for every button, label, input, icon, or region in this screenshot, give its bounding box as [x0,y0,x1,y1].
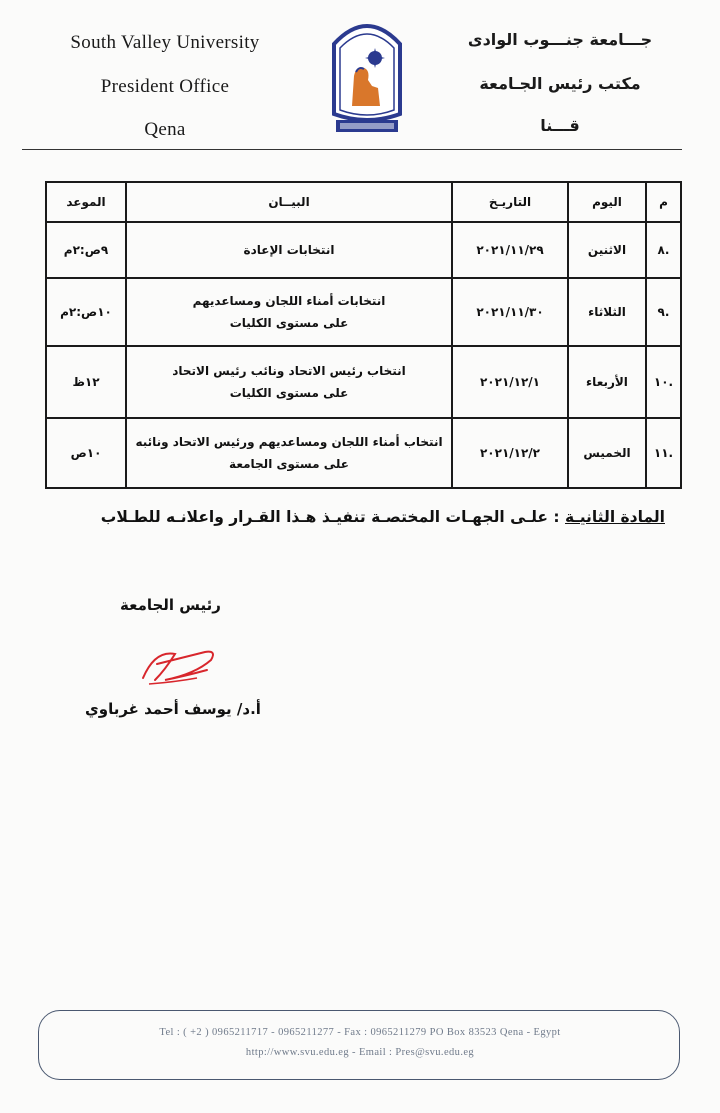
row-number: .١٠ [646,346,681,418]
signature-name: أ.د/ يوسف أحمد غرباوي [85,700,261,718]
row-statement [126,346,452,418]
row-day: الثلاثاء [568,278,646,346]
schedule-table [45,181,682,489]
statement-line: على مستوى الجامعة [229,457,349,471]
row-time: ٩ص:٢م [46,222,126,278]
header-ar-university: جـــامعة جنـــوب الوادى [467,30,653,49]
statement-line: انتخابات الإعادة [243,243,335,257]
row-date: ٢٠٢١/١١/٣٠ [452,278,568,346]
header-day: اليوم [568,182,646,222]
header-divider [22,149,682,150]
row-day: الاثنين [568,222,646,278]
row-day: الخميس [568,418,646,488]
row-number: .٨ [646,222,681,278]
row-time: ١٢ظ [46,346,126,418]
header-date: التاريـخ [452,182,568,222]
row-number: .٩ [646,278,681,346]
footer-box [38,1010,680,1080]
header-number: م [646,182,681,222]
row-statement [126,222,452,278]
row-statement [126,418,452,488]
header-en-university: South Valley University [70,32,260,53]
header-time: الموعد [46,182,126,222]
university-logo [326,14,408,138]
header-ar-office: مكتب رئيس الجـامعة [479,74,641,93]
statement-line: انتخاب رئيس الاتحاد ونائب رئيس الاتحاد [172,364,406,378]
statement-line: انتخاب أمناء اللجان ومساعديهم ورئيس الاتحاد ونائبه [135,435,443,449]
statement-line: انتخابات أمناء اللجان ومساعديهم [192,294,386,308]
row-time: ١٠ص [46,418,126,488]
article-label: المادة الثانيـة [565,508,665,526]
header-en-city: Qena [144,119,186,140]
row-day: الأربعاء [568,346,646,418]
handwritten-signature [135,640,225,690]
table-row [46,222,681,278]
table-row [46,278,681,346]
header-ar-city: قـــنا [540,116,580,135]
row-number: .١١ [646,418,681,488]
footer-contact: Tel : ( +2 ) 0965211717 - 0965211277 - Fax : 0965211279 PO Box 83523 Qena - Egypt [159,1027,561,1038]
header-statement: البيــان [126,182,452,222]
row-statement [126,278,452,346]
row-date: ٢٠٢١/١١/٢٩ [452,222,568,278]
header-en-office: President Office [100,76,230,97]
table-header-row [46,182,681,222]
article-text: : علـى الجهـات المختصـة تنفيـذ هـذا القـرار واعلانـه للطـلاب [100,508,560,526]
row-date: ٢٠٢١/١٢/١ [452,346,568,418]
statement-line: على مستوى الكليات [229,316,349,330]
table-row [46,346,681,418]
row-date: ٢٠٢١/١٢/٢ [452,418,568,488]
row-time: ١٠ص:٢م [46,278,126,346]
table-row [46,418,681,488]
footer-web: http://www.svu.edu.eg - Email : Pres@svu.edu.eg [245,1047,475,1058]
statement-line: على مستوى الكليات [229,386,349,400]
article-two [60,508,665,526]
signature-title: رئيس الجامعة [120,596,221,614]
